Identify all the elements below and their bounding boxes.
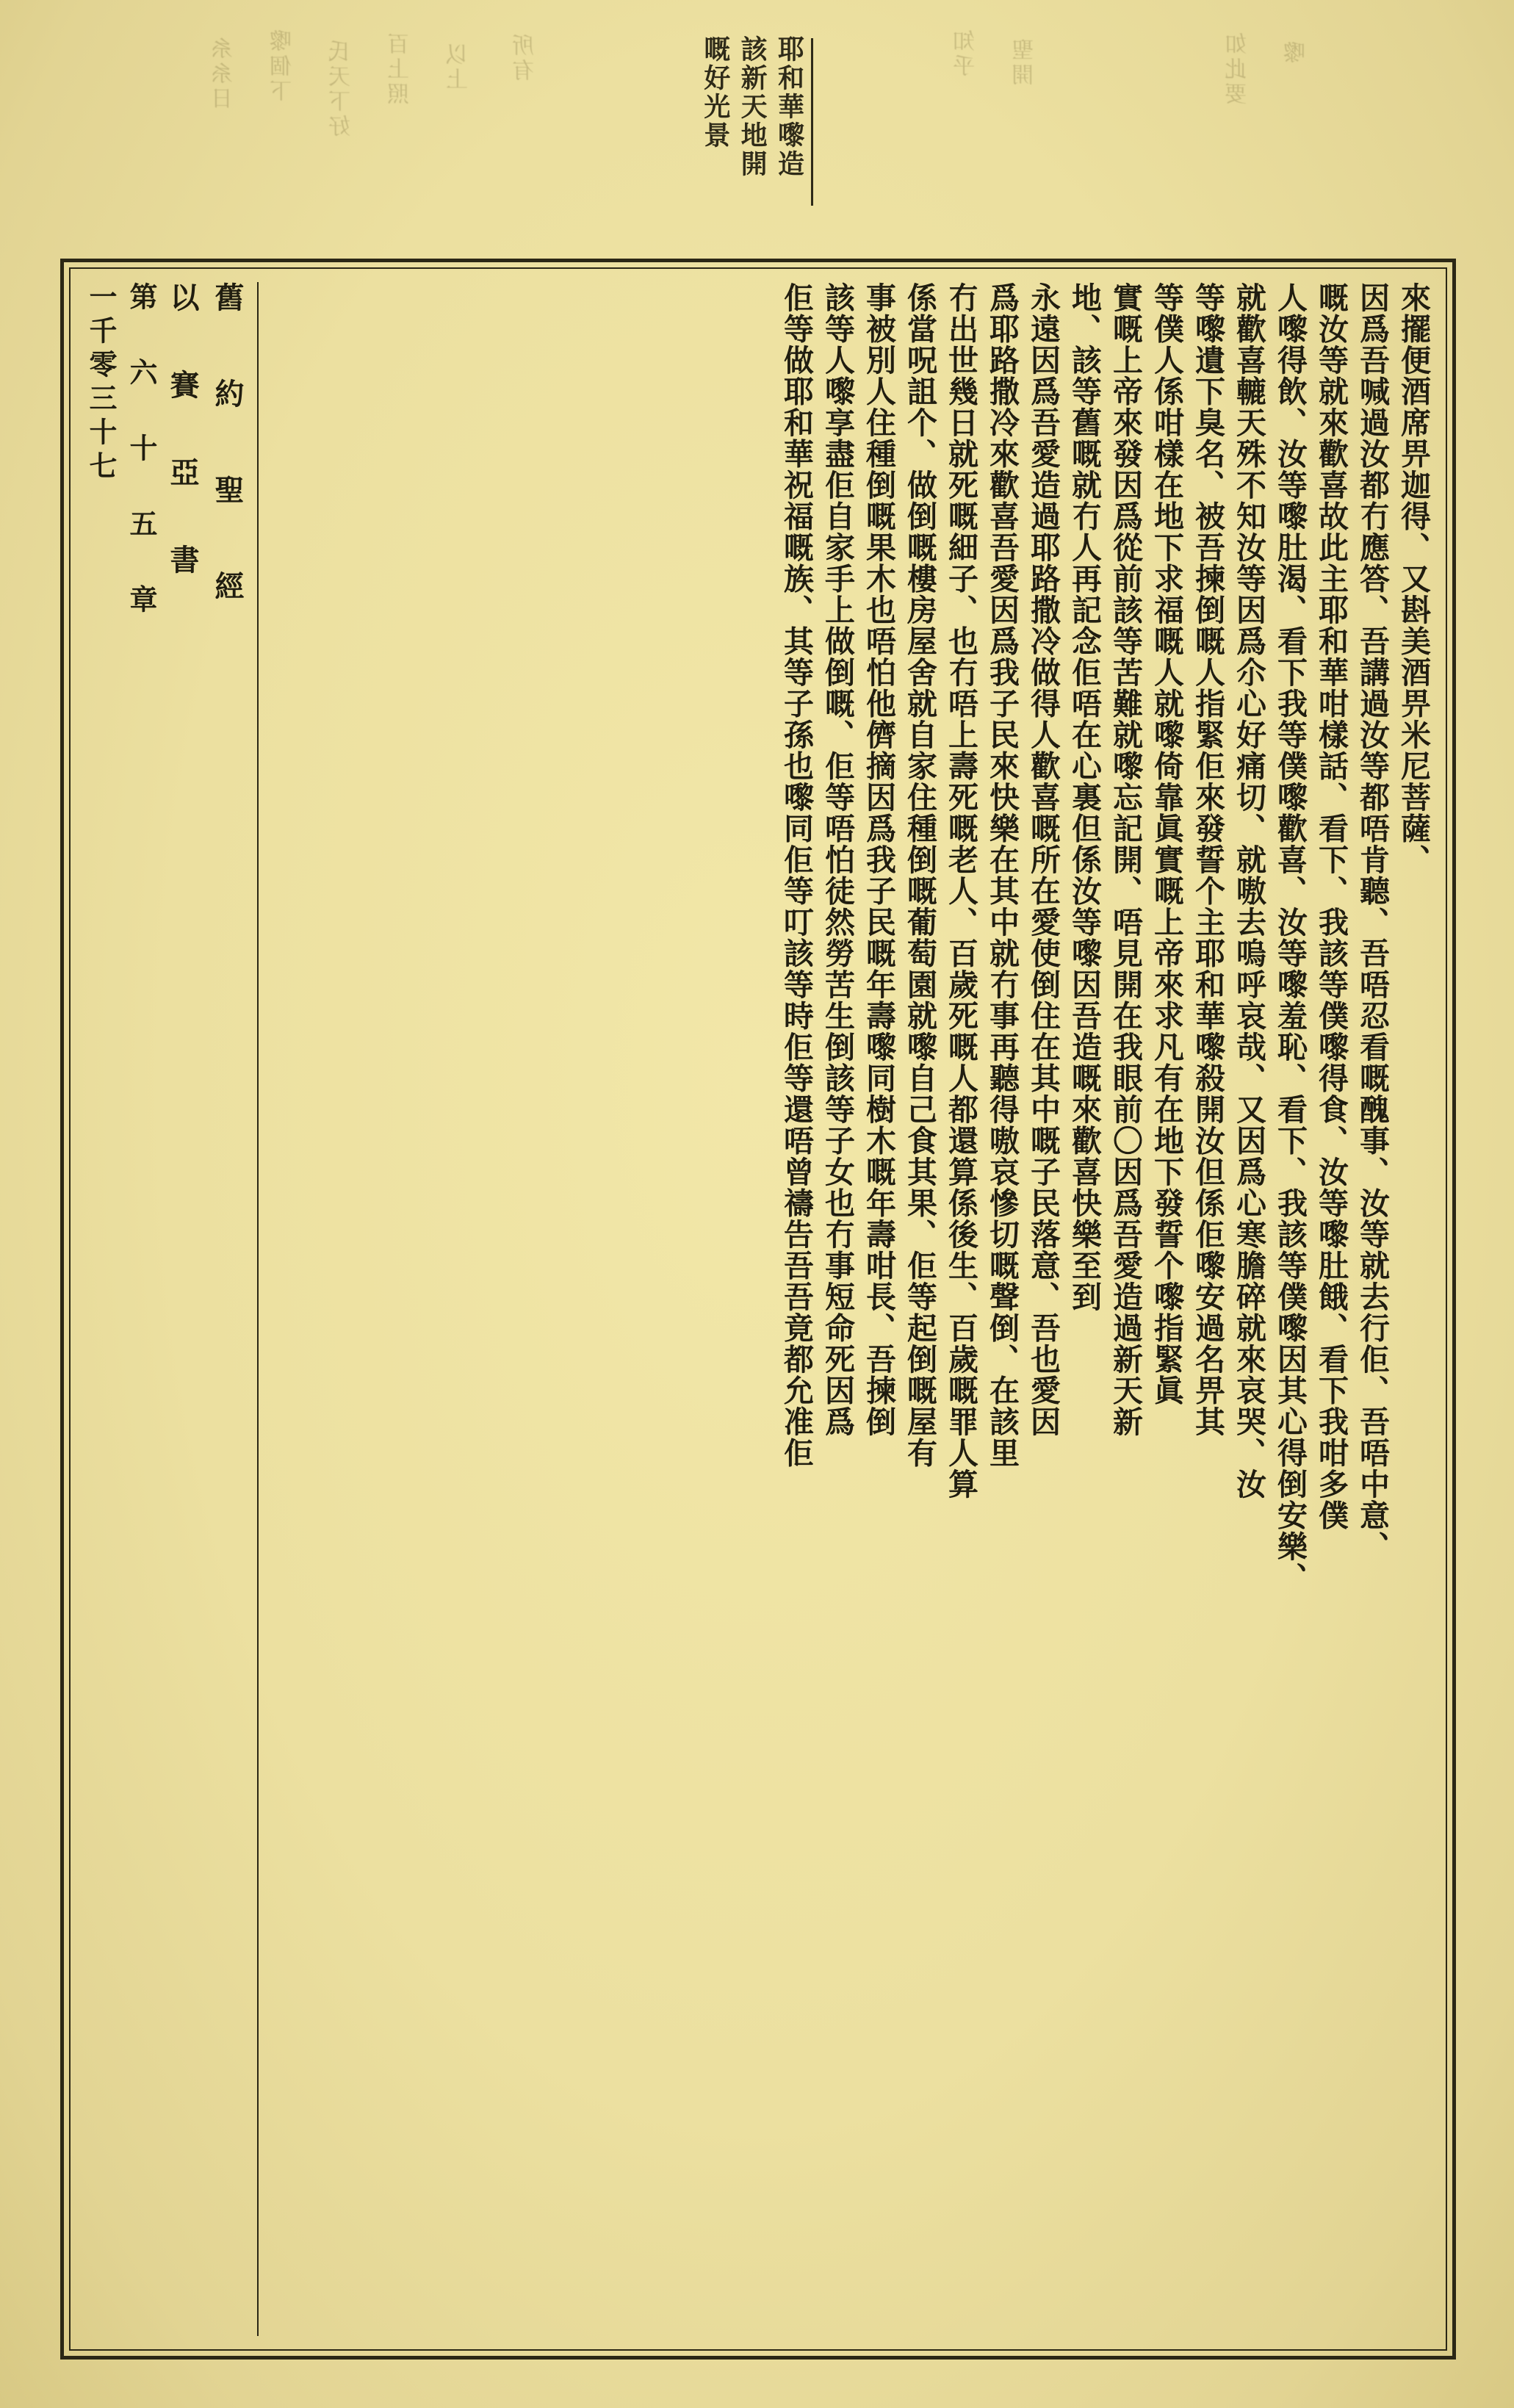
text-column: 事被別人住種倒嘅果木也唔怕他儕摘因爲我子民嘅年壽嚟同樹木嘅年壽咁長、吾揀倒 <box>861 282 896 1438</box>
ghost-mark: 知乎 <box>953 29 979 79</box>
text-column: 人嚟得飲、汝等嚟肚渴、看下我等僕嚟歡喜、汝等嚟羞恥、看下、我該等僕嚟因其心得倒安樂、 <box>1272 282 1308 1593</box>
text-column: 該等人嚟享盡佢自家手上做倒嘅、佢等唔怕徒然勞苦生倒該等子女也冇事短命死因爲 <box>820 282 855 1438</box>
text-column: 因爲吾喊過汝都冇應答、吾講過汝等都唔肯聽、吾唔忍看嘅醜事、汝等就去行佢、吾唔中意、 <box>1355 282 1390 1562</box>
running-head-line-3: 嘅好光景 <box>699 35 731 150</box>
document-title: 舊 約 聖 經 <box>210 282 245 616</box>
running-head-line-1: 耶和華嚟造 <box>774 35 805 179</box>
text-column: 佢等做耶和華祝福嘅族、其等子孫也嚟同佢等叮該等時佢等還唔曾禱告吾吾竟都允准佢 <box>779 282 814 1468</box>
text-column: 就歡喜轆天殊不知汝等因爲尒心好痛切、就嗷去嗚呼哀哉、又因爲心寒膽碎就來哀哭、汝 <box>1231 282 1266 1500</box>
text-frame-inner <box>69 267 1447 2351</box>
text-column: 永遠因爲吾愛造過耶路撒冷做得人歡喜嘅所在愛使倒住在其中嘅子民落意、吾也愛因 <box>1025 282 1061 1438</box>
ghost-mark: 糸糸日 <box>211 37 237 112</box>
ghost-mark: 所有 <box>512 34 538 84</box>
ghost-mark: 嚟個下 <box>270 29 296 104</box>
chapter-label: 第 六 十 五 章 <box>125 282 158 620</box>
ghost-mark: 聖開 <box>1012 38 1038 88</box>
running-head <box>0 35 1514 241</box>
spine-block <box>81 282 259 2336</box>
text-column: 冇出世幾日就死嘅細子、也冇唔上壽死嘅老人、百歲死嘅人都還算係後生、百歲嘅罪人算 <box>943 282 978 1500</box>
ghost-mark: 如此要 <box>1225 32 1251 107</box>
text-column: 地、該等舊嘅就冇人再記念佢唔在心裏但係汝等嚟因吾造嘅來歡喜快樂至到 <box>1067 282 1102 1313</box>
running-head-line-2: 該新天地開 <box>737 35 768 179</box>
text-frame <box>60 259 1456 2360</box>
text-column: 等嚟遺下臭名、被吾揀倒嘅人指緊佢來發誓个主耶和華嚟殺開汝但係佢嚟安過名畀其 <box>1190 282 1225 1438</box>
text-column: 等僕人係咁樣在地下求福嘅人就嚟倚靠眞實嘅上帝來求凡有在地下發誓个嚟指緊眞 <box>1149 282 1184 1406</box>
text-column: 實嘅上帝來發因爲從前該等苦難就嚟忘記開、唔見開在我眼前〇因爲吾愛造過新天新 <box>1108 282 1143 1438</box>
body-text <box>266 282 1435 2336</box>
ghost-mark: 嚟 <box>1283 41 1310 66</box>
ghost-mark: 以上 <box>446 43 472 93</box>
text-column: 嘅汝等就來歡喜故此主耶和華咁樣話、看下、我該等僕嚟得食、汝等嚟肚餓、看下我咁多僕 <box>1313 282 1349 1531</box>
ghost-mark: 百上照 <box>387 32 414 107</box>
ghost-mark: 氏天下好 <box>328 40 355 140</box>
running-head-rule <box>811 38 813 206</box>
text-column: 爲耶路撒冷來歡喜吾愛因爲我子民來快樂在其中就冇事再聽得嗷哀慘切嘅聲倒、在該里 <box>984 282 1020 1468</box>
text-column: 係當呪詛个、做倒嘅樓房屋舍就自家住種倒嘅葡萄園就嚟自己食其果、佢等起倒嘅屋有 <box>902 282 937 1468</box>
book-name: 以 賽 亞 書 <box>165 282 200 585</box>
text-column: 來擺便酒席畀迦得、又斟美酒畀米尼菩薩、 <box>1396 282 1431 876</box>
page-number: 一千零三十七 <box>84 282 118 485</box>
